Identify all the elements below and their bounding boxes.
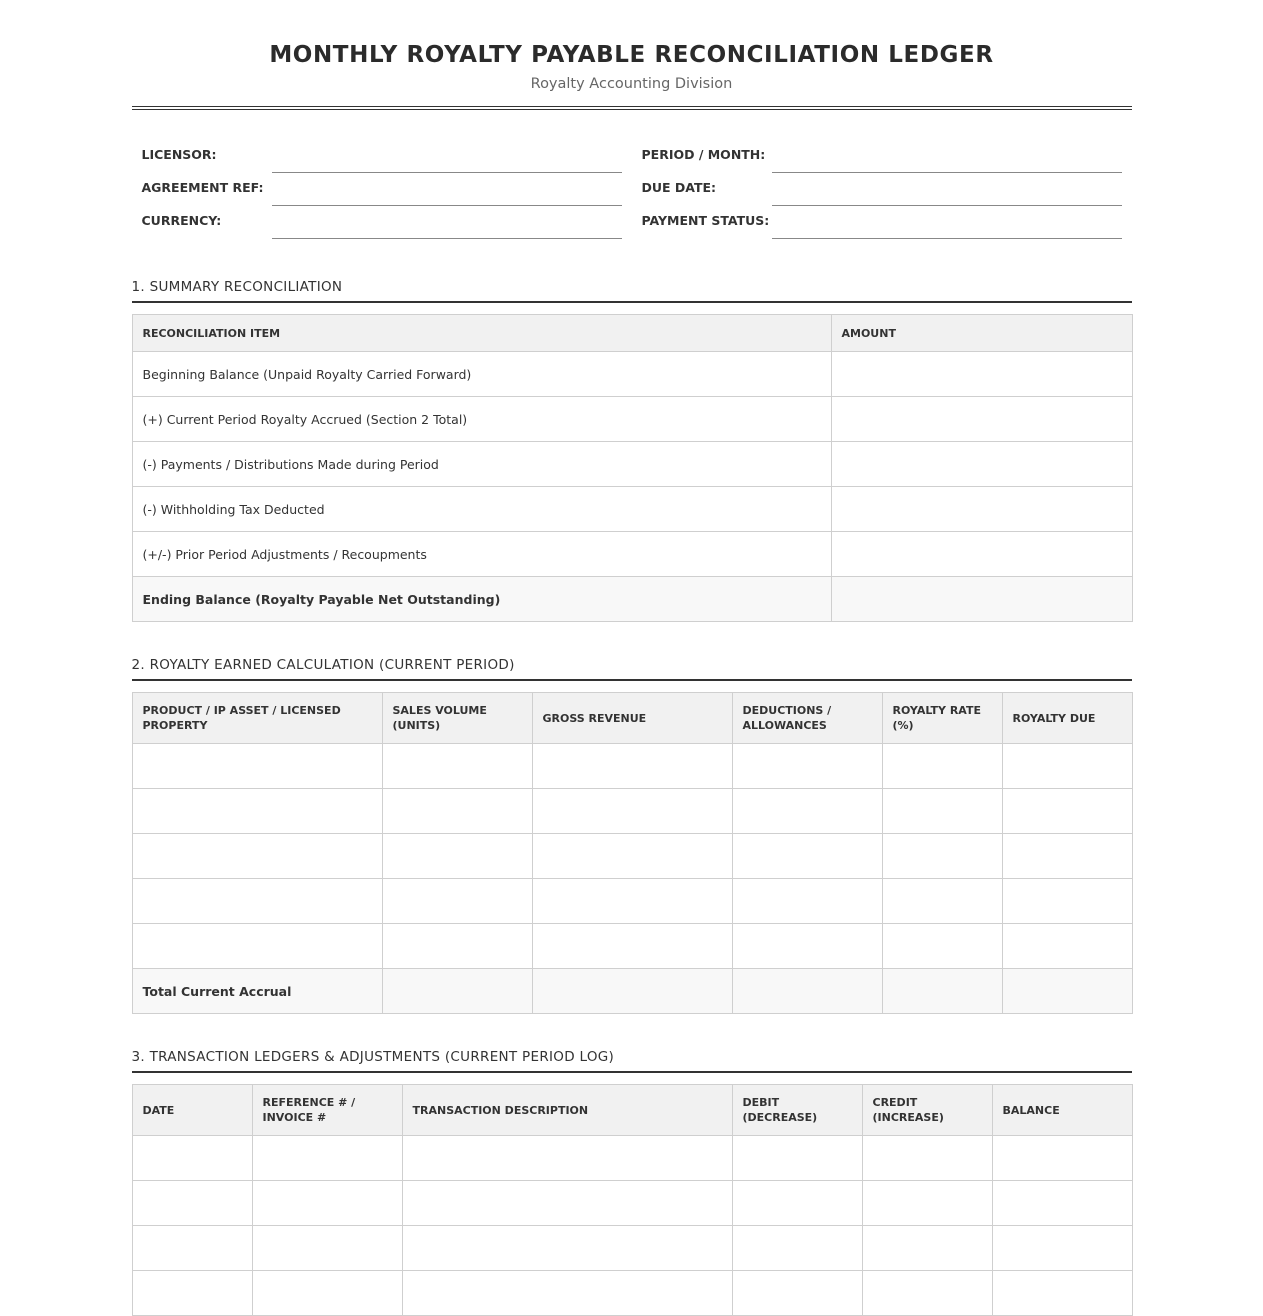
earned-col-volume: SALES VOLUME (UNITS) (382, 693, 532, 744)
currency-field[interactable] (272, 206, 622, 239)
summary-item: (+/-) Prior Period Adjustments / Recoupments (132, 532, 831, 577)
summary-col-item: RECONCILIATION ITEM (132, 315, 831, 352)
summary-section (132, 279, 1132, 622)
licensor-field[interactable] (272, 140, 622, 173)
summary-amount-cell[interactable] (831, 352, 1132, 397)
period-label: PERIOD / MONTH: (641, 147, 766, 162)
ledger-col-debit: DEBIT (DECREASE) (732, 1085, 862, 1136)
table-row (132, 834, 1132, 879)
page-subtitle: Royalty Accounting Division (530, 76, 733, 92)
ledger-col-description: TRANSACTION DESCRIPTION (402, 1085, 732, 1136)
earned-col-deductions: DEDUCTIONS / ALLOWANCES (732, 693, 882, 744)
table-row (132, 924, 1132, 969)
due-date-field[interactable] (772, 173, 1122, 206)
summary-amount-cell[interactable] (831, 487, 1132, 532)
table-row (132, 487, 1132, 532)
summary-total-amount-cell[interactable] (831, 577, 1132, 622)
summary-amount-cell[interactable] (831, 442, 1132, 487)
agreement-field[interactable] (272, 173, 622, 206)
summary-item: (+) Current Period Royalty Accrued (Section 2 Total) (132, 397, 831, 442)
summary-item: (-) Payments / Distributions Made during Period (132, 442, 831, 487)
table-row (132, 744, 1132, 789)
summary-total-label: Ending Balance (Royalty Payable Net Outstanding) (132, 577, 831, 622)
earned-col-gross: GROSS REVENUE (532, 693, 732, 744)
page-title: MONTHLY ROYALTY PAYABLE RECONCILIATION LEDGER (269, 42, 994, 68)
due-date-label: DUE DATE: (641, 180, 717, 195)
currency-label: CURRENCY: (141, 213, 222, 228)
ledger-col-reference: REFERENCE # / INVOICE # (252, 1085, 402, 1136)
earned-col-product: PRODUCT / IP ASSET / LICENSED PROPERTY (132, 693, 382, 744)
earned-total-row (132, 969, 1132, 1014)
earned-heading: 2. ROYALTY EARNED CALCULATION (CURRENT PERIOD) (132, 657, 1132, 681)
ledger-col-balance: BALANCE (992, 1085, 1132, 1136)
ledger-section (132, 1049, 1132, 1316)
summary-total-row (132, 577, 1132, 622)
ledger-page (132, 0, 1132, 1316)
table-row (132, 532, 1132, 577)
summary-item: Beginning Balance (Unpaid Royalty Carried Forward) (132, 352, 831, 397)
agreement-label: AGREEMENT REF: (141, 180, 264, 195)
table-row (132, 1136, 1132, 1181)
ledger-table (132, 1084, 1133, 1316)
ledger-col-credit: CREDIT (INCREASE) (862, 1085, 992, 1136)
summary-table (132, 314, 1133, 622)
summary-col-amount: AMOUNT (831, 315, 1132, 352)
header-divider (132, 106, 1132, 110)
earned-table (132, 692, 1133, 1014)
table-row (132, 879, 1132, 924)
licensor-label: LICENSOR: (141, 147, 217, 162)
ledger-heading: 3. TRANSACTION LEDGERS & ADJUSTMENTS (CURRENT PERIOD LOG) (132, 1049, 1132, 1073)
payment-status-label: PAYMENT STATUS: (641, 213, 770, 228)
period-field[interactable] (772, 140, 1122, 173)
payment-status-field[interactable] (772, 206, 1122, 239)
table-row (132, 789, 1132, 834)
table-row (132, 397, 1132, 442)
summary-amount-cell[interactable] (831, 532, 1132, 577)
table-row (132, 352, 1132, 397)
earned-total-label: Total Current Accrual (132, 969, 382, 1014)
ledger-col-date: DATE (132, 1085, 252, 1136)
meta-fields (132, 140, 1132, 239)
table-row (132, 1226, 1132, 1271)
earned-col-due: ROYALTY DUE (1002, 693, 1132, 744)
table-row (132, 442, 1132, 487)
earned-col-rate: ROYALTY RATE (%) (882, 693, 1002, 744)
earned-section (132, 657, 1132, 1014)
summary-item: (-) Withholding Tax Deducted (132, 487, 831, 532)
table-row (132, 1181, 1132, 1226)
summary-amount-cell[interactable] (831, 397, 1132, 442)
table-row (132, 1271, 1132, 1316)
summary-heading: 1. SUMMARY RECONCILIATION (132, 279, 1132, 303)
